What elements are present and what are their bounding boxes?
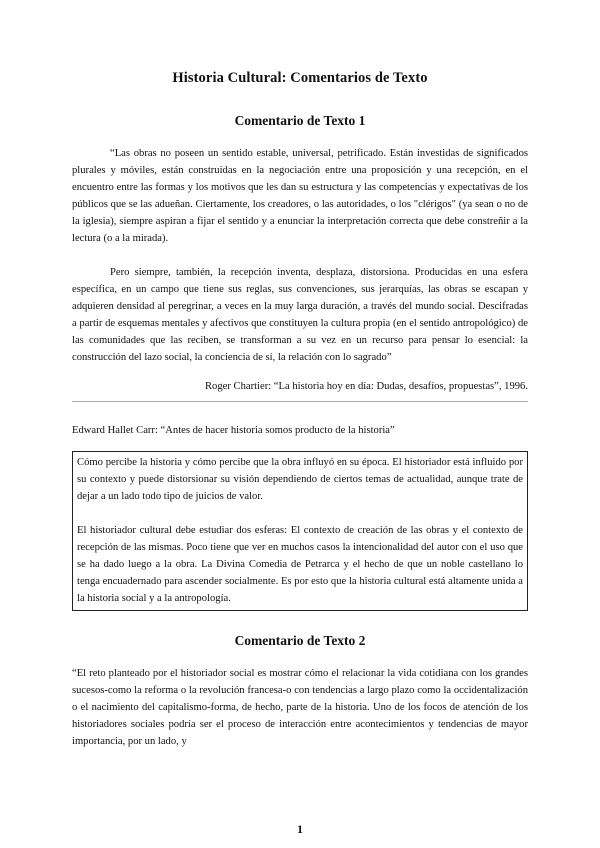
section-2-heading: Comentario de Texto 2: [234, 633, 366, 648]
section-1-paragraph-2: Pero siempre, también, la recepción inventa, desplaza, distorsiona. Producidas en una esfera específica, en un campo que tiene sus reglas, sus convenciones, sus jerarquías, las obras se escapan y adquieren densidad al peregrinar, a veces en la muy larga duración, a través del mundo social. Descifradas a partir de esquemas mentales y afectivos que constituyen la cultura propia (en el sentido antropológico) de las comunidades que las reciben, se transforman a su vez en un recurso para pensar lo esencial: la construcción del lazo social, la conciencia de sí, la relación con lo sagrado”: [72, 267, 528, 363]
section-1-heading: Comentario de Texto 1: [234, 113, 366, 128]
section-1-paragraph-1: “Las obras no poseen un sentido estable, universal, petrificado. Están investidas de significados plurales y móviles, están construidas en la negociación entre una proposición y una recepción, en el encuentro entre las formas y los motivos que les dan su estructura y las competencias y expectativas de los públicos que se las adueñan. Ciertamente, los creadores, o las autoridades, o los "clérigos" (ya sean o no de la iglesia), siempre aspiran a fijar el sentido y a enunciar la interpretación correcta que debe constreñir a la lectura (o a la mirada).: [72, 148, 528, 244]
commentary-paragraph-1: Cómo percibe la historia y cómo percibe que la obra influyó en su época. El historiador está influido por su contexto y puede distorsionar su visión dependiendo de ciertos temas de actualidad, aunque trate de dejar a un lado todo tipo de juicios de valor.: [77, 457, 523, 502]
commentary-paragraph-2: El historiador cultural debe estudiar dos esferas: El contexto de creación de las obras y el contexto de recepción de las mismas. Poco tiene que ver en muchos casos la intencionalidad del autor con el uso que se ha dado luego a la obra. La Divina Comedia de Petrarca y el hecho de que un noble castellano lo tenga encuadernado para ascender socialmente. Es por esto que la historia cultural está altamente unida a la historia social y a la antropología.: [77, 525, 523, 604]
paragraph-gap: [72, 247, 528, 264]
section-2-paragraph-1: “El reto planteado por el historiador social es mostrar cómo el relacionar la vida cotidiana con los grandes sucesos-como la reforma o la revolución francesa-o con tendencias a largo plazo como la occidentalización o el nacimiento del capitalismo-forma, de hecho, parte de la historia. Uno de los focos de atención de los historiadores sociales podría ser el proceso de interacción entre acontecimientos y tendencias de mayor importancia, por un lado, y: [72, 668, 528, 747]
carr-quote: Edward Hallet Carr: “Antes de hacer historia somos producto de la historia”: [72, 425, 395, 436]
document-title: Historia Cultural: Comentarios de Texto: [172, 70, 428, 86]
section-comentario-1: [72, 113, 528, 402]
commentary-box: [72, 451, 528, 611]
section-comentario-2: [72, 633, 528, 750]
page-number: 1: [297, 822, 303, 836]
horizontal-divider: [72, 401, 528, 402]
document-page: [72, 70, 528, 750]
section-1-citation: Roger Chartier: “La historia hoy en día: Dudas, desafíos, propuestas”, 1996.: [204, 381, 528, 392]
